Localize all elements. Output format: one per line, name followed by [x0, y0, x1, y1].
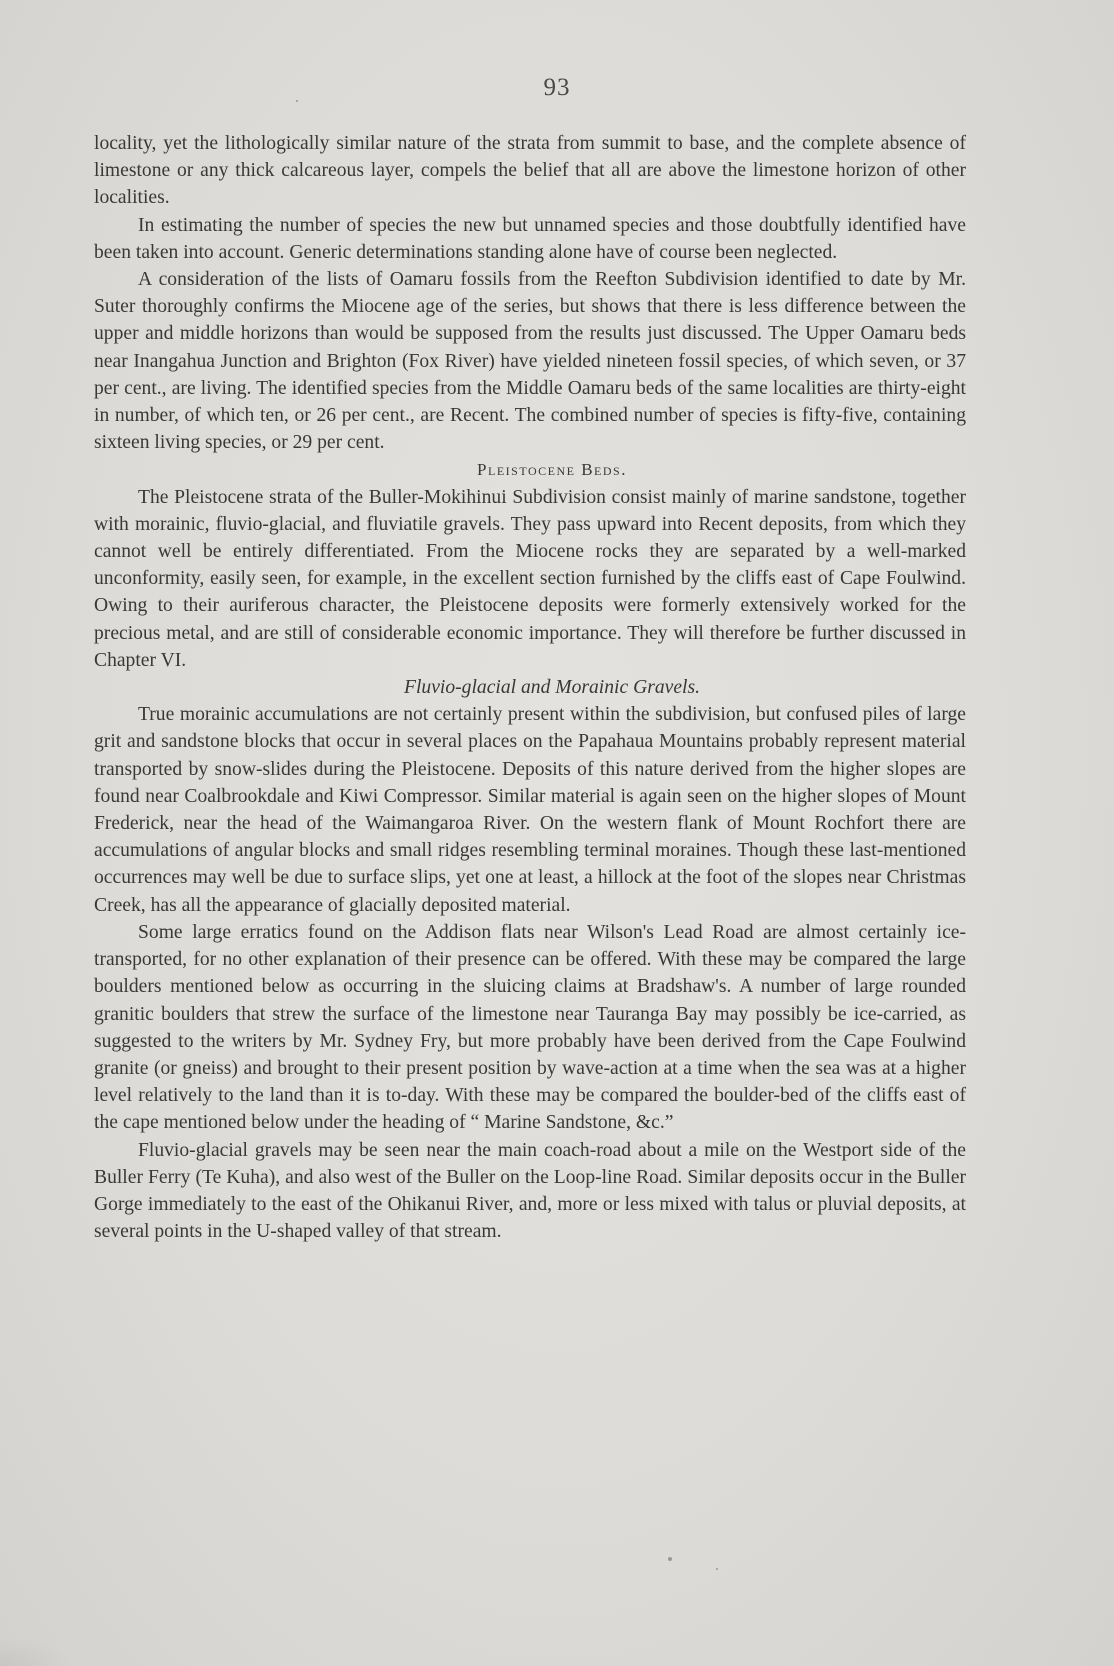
- paper-stain: [0, 1636, 70, 1666]
- page-number: 93: [543, 74, 571, 101]
- paragraph: locality, yet the lithologically similar nature of the strata from summit to base, and the complete absence of limestone or any thick calcareous layer, compels the belief that all are above the limestone horizon of other localities.: [94, 133, 966, 209]
- body-text: [94, 130, 966, 1245]
- paper-speck: [716, 1568, 718, 1570]
- paper-speck: [296, 100, 298, 102]
- paragraph: The Pleistocene strata of the Buller-Mokihinui Subdivision consist mainly of marine sandstone, together with morainic, fluvio-glacial, and fluviatile gravels. They pass upward into Recent deposits, from which they cannot well be entirely differentiated. From the Miocene rocks they are separated by a well-marked unconformity, easily seen, for example, in the excellent section furnished by the cliffs east of Cape Foulwind. Owing to their auriferous character, the Pleistocene deposits were formerly extensively worked for the precious metal, and are still of considerable economic importance. They will therefore be further discussed in Chapter VI.: [94, 486, 966, 671]
- subsection-heading: Fluvio-glacial and Morainic Gravels.: [403, 677, 701, 699]
- paragraph: A consideration of the lists of Oamaru fossils from the Reefton Subdivision identified to date by Mr. Suter thoroughly confirms the Miocene age of the series, but shows that there is less difference between the upper and middle horizons than would be supposed from the results just discussed. The Upper Oamaru beds near Inangahua Junction and Brighton (Fox River) have yielded nineteen fossil species, of which seven, or 37 per cent., are living. The identified species from the Middle Oamaru beds of the same localities are thirty-eight in number, of which ten, or 26 per cent., are Recent. The combined number of species is fifty-five, containing sixteen living species, or 29 per cent.: [94, 269, 966, 454]
- paragraph: In estimating the number of species the new but unnamed species and those doubtfully identified have been taken into account. Generic determinations standing alone have of course been neglected.: [94, 214, 966, 263]
- paper-speck: [668, 1557, 672, 1561]
- paragraph: Some large erratics found on the Addison flats near Wilson's Lead Road are almost certainly ice-transported, for no other explanation of their presence can be offered. With these may be compared the large boulders mentioned below as occurring in the sluicing claims at Bradshaw's. A number of large rounded granitic boulders that strew the surface of the limestone near Tauranga Bay may possibly be ice-carried, as suggested to the writers by Mr. Sydney Fry, but more probably have been derived from the Cape Foulwind granite (or gneiss) and brought to their present position by wave-action at a time when the sea was at a higher level relatively to the land than it is to-day. With these may be compared the boulder-bed of the cliffs east of the cape mentioned below under the heading of “ Marine Sandstone, &c.”: [94, 921, 966, 1134]
- paragraph: Fluvio-glacial gravels may be seen near the main coach-road about a mile on the Westport side of the Buller Ferry (Te Kuha), and also west of the Buller on the Loop-line Road. Similar deposits occur in the Buller Gorge immediately to the east of the Ohikanui River, and, more or less mixed with talus or pluvial deposits, at several points in the U-shaped valley of that stream.: [94, 1139, 966, 1243]
- paragraph: True morainic accumulations are not certainly present within the subdivision, but confused piles of large grit and sandstone blocks that occur in several places on the Papahaua Mountains probably represent material transported by snow-slides during the Pleistocene. Deposits of this nature derived from the higher slopes are found near Coalbrookdale and Kiwi Compressor. Similar material is again seen on the higher slopes of Mount Frederick, near the head of the Waimangaroa River. On the western flank of Mount Rochfort there are accumulations of angular blocks and small ridges resembling terminal moraines. Though these last-mentioned occurrences may well be due to surface slips, yet one at least, a hillock at the foot of the slopes near Christmas Creek, has all the appearance of glacially deposited material.: [94, 704, 966, 916]
- section-heading: Pleistocene Beds.: [477, 460, 627, 480]
